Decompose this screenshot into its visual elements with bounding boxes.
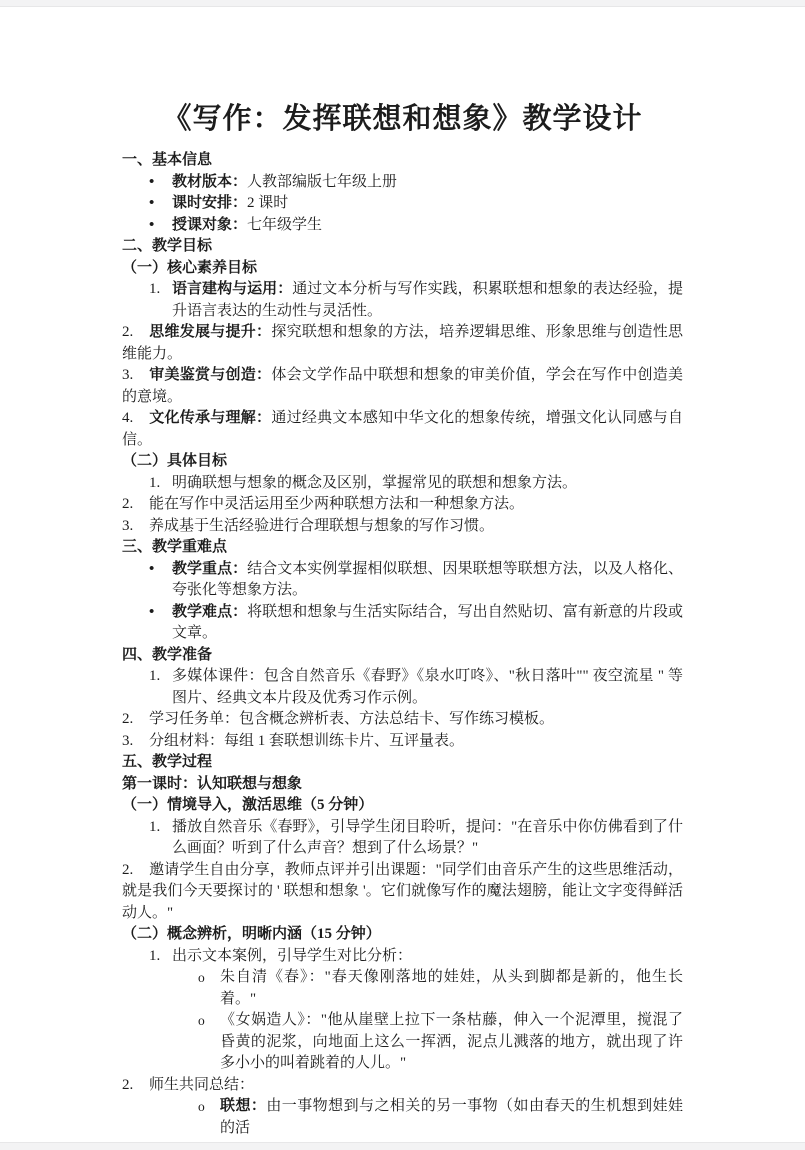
bullet-marker: •	[149, 195, 155, 211]
doc-line-h1	[122, 752, 683, 774]
text-segment: 通过经典文本感知中华文化的想象传统，增强文化认同感与自信。	[122, 410, 683, 448]
doc-line-bullet	[122, 602, 683, 645]
doc-line-num	[122, 709, 683, 731]
doc-line-bullet	[122, 193, 683, 215]
text-segment: 由一事物想到与之相关的另一事物（如由春天的生机想到娃娃的活	[220, 1098, 683, 1136]
list-number: 4.	[122, 410, 134, 426]
doc-line-h1	[122, 236, 683, 258]
list-number: 3.	[122, 367, 134, 383]
sub-bullet-marker: o	[198, 1099, 205, 1114]
text-segment: 七年级学生	[247, 216, 323, 233]
page-title: 《写作：发挥联想和想象》教学设计	[162, 103, 643, 135]
text-segment: 2 课时	[247, 195, 289, 211]
doc-line-num	[122, 860, 683, 925]
doc-line-num	[122, 1075, 683, 1097]
text-segment: 《女娲造人》："他从崖壁上拉下一条枯藤，伸入一个泥潭里，搅混了昏黄的泥浆，向地面上这么一挥洒，泥点儿溅落的地方，就出现了许多小小的叫着跳着的人儿。"	[220, 1012, 683, 1071]
text-segment: （一）情境导入，激活思维（5 分钟）	[122, 797, 374, 813]
text-segment: 授课对象：	[172, 216, 248, 233]
document-content	[0, 7, 805, 1139]
document-page	[0, 6, 805, 1143]
text-segment: （二）概念辨析，明晰内涵（15 分钟）	[122, 926, 381, 942]
text-segment: 多媒体课件：包含自然音乐《春野》《泉水叮咚》、"秋日落叶"" 夜空流星 " 等图片、经典文本片段及优秀习作示例。	[172, 668, 683, 706]
document-body	[122, 150, 683, 1139]
doc-line-sub	[122, 967, 683, 1010]
doc-line-num	[122, 494, 683, 516]
list-number: 2.	[122, 496, 134, 512]
list-number: 2.	[122, 711, 134, 727]
doc-line-num1	[122, 473, 683, 495]
text-segment: 体会文学作品中联想和想象的审美价值，学会在写作中创造美的意境。	[122, 367, 683, 405]
sub-bullet-marker: o	[198, 970, 205, 985]
list-number: 1.	[149, 281, 161, 297]
text-segment: 探究联想和想象的方法，培养逻辑思维、形象思维与创造性思维能力。	[122, 324, 683, 362]
text-segment: 邀请学生自由分享，教师点评并引出课题："同学们由音乐产生的这些思维活动，就是我们今天要探讨的 ' 联想和想象 '。它们就像写作的魔法翅膀，能让文字变得鲜活动人。"	[122, 861, 683, 921]
doc-line-num1	[122, 817, 683, 860]
text-segment: 文化传承与理解：	[149, 410, 272, 426]
list-number: 1.	[149, 668, 161, 684]
doc-line-h1	[122, 645, 683, 667]
list-number: 1.	[149, 818, 161, 835]
text-segment: 五、教学过程	[122, 754, 213, 770]
text-segment: 出示文本案例，引导学生对比分析：	[172, 947, 413, 964]
text-segment: 二、教学目标	[122, 238, 213, 254]
bullet-marker: •	[149, 560, 155, 577]
text-segment: 将联想和想象与生活实际结合，写出自然贴切、富有新意的片段或文章。	[172, 603, 683, 641]
text-segment: 结合文本实例掌握相似联想、因果联想等联想方法，以及人格化、夸张化等想象方法。	[172, 560, 683, 598]
doc-line-sub	[122, 1096, 683, 1139]
doc-line-h2	[122, 451, 683, 473]
text-segment: （二）具体目标	[122, 453, 228, 469]
doc-line-bullet	[122, 215, 683, 237]
text-segment: 师生共同总结：	[149, 1076, 255, 1093]
bullet-marker: •	[149, 173, 155, 190]
text-segment: 播放自然音乐《春野》，引导学生闭目聆听，提问："在音乐中你仿佛看到了什么画面？听到了什么声音？想到了什么场景？"	[172, 818, 683, 856]
list-number: 1.	[149, 947, 161, 964]
text-segment: 课时安排：	[172, 195, 248, 211]
doc-line-bullet	[122, 172, 683, 194]
doc-line-num	[122, 731, 683, 753]
doc-line-h1	[122, 150, 683, 172]
text-segment: 语言建构与运用：	[172, 281, 293, 297]
list-number: 2.	[122, 324, 134, 340]
text-segment: 养成基于生活经验进行合理联想与想象的写作习惯。	[149, 517, 495, 534]
doc-line-sub	[122, 1010, 683, 1075]
doc-line-num1	[122, 666, 683, 709]
doc-line-num	[122, 365, 683, 408]
text-segment: 审美鉴赏与创造：	[149, 367, 272, 383]
doc-line-bullet	[122, 559, 683, 602]
text-segment: 教学难点：	[172, 603, 248, 620]
bullet-marker: •	[149, 603, 155, 620]
doc-line-num	[122, 516, 683, 538]
text-segment: 三、教学重难点	[122, 539, 228, 555]
text-segment: 联想：	[220, 1098, 267, 1114]
doc-line-h2	[122, 924, 683, 946]
list-number: 3.	[122, 732, 134, 749]
text-segment: 思维发展与提升：	[149, 324, 272, 340]
text-segment: 第一课时：认知联想与想象	[122, 775, 303, 792]
doc-line-h2	[122, 795, 683, 817]
text-segment: 朱自清《春》："春天像刚落地的娃娃，从头到脚都是新的，他生长着。"	[220, 969, 683, 1007]
doc-line-num	[122, 322, 683, 365]
doc-line-num1	[122, 279, 683, 322]
doc-line-num	[122, 408, 683, 451]
doc-line-h1	[122, 774, 683, 796]
text-segment: 人教部编版七年级上册	[247, 173, 398, 190]
text-segment: 教学重点：	[172, 560, 248, 577]
list-number: 3.	[122, 517, 134, 534]
sub-bullet-marker: o	[198, 1013, 205, 1028]
list-number: 2.	[122, 1076, 134, 1093]
bullet-marker: •	[149, 216, 155, 233]
list-number: 2.	[122, 861, 134, 878]
text-segment: 四、教学准备	[122, 646, 213, 663]
text-segment: 学习任务单：包含概念辨析表、方法总结卡、写作练习模板。	[149, 711, 555, 727]
doc-line-h1	[122, 537, 683, 559]
text-segment: 明确联想与想象的概念及区别，掌握常见的联想和想象方法。	[172, 474, 578, 491]
list-number: 1.	[149, 474, 161, 491]
text-segment: 能在写作中灵活运用至少两种联想方法和一种想象方法。	[149, 496, 525, 512]
text-segment: 一、基本信息	[122, 152, 213, 168]
text-segment: 教材版本：	[172, 173, 248, 190]
text-segment: 通过文本分析与写作实践，积累联想和想象的表达经验，提升语言表达的生动性与灵活性。	[172, 281, 683, 319]
text-segment: 分组材料：每组 1 套联想训练卡片、互评量表。	[149, 732, 465, 749]
doc-line-h2	[122, 258, 683, 280]
text-segment: （一）核心素养目标	[122, 259, 258, 276]
doc-line-num1	[122, 946, 683, 968]
